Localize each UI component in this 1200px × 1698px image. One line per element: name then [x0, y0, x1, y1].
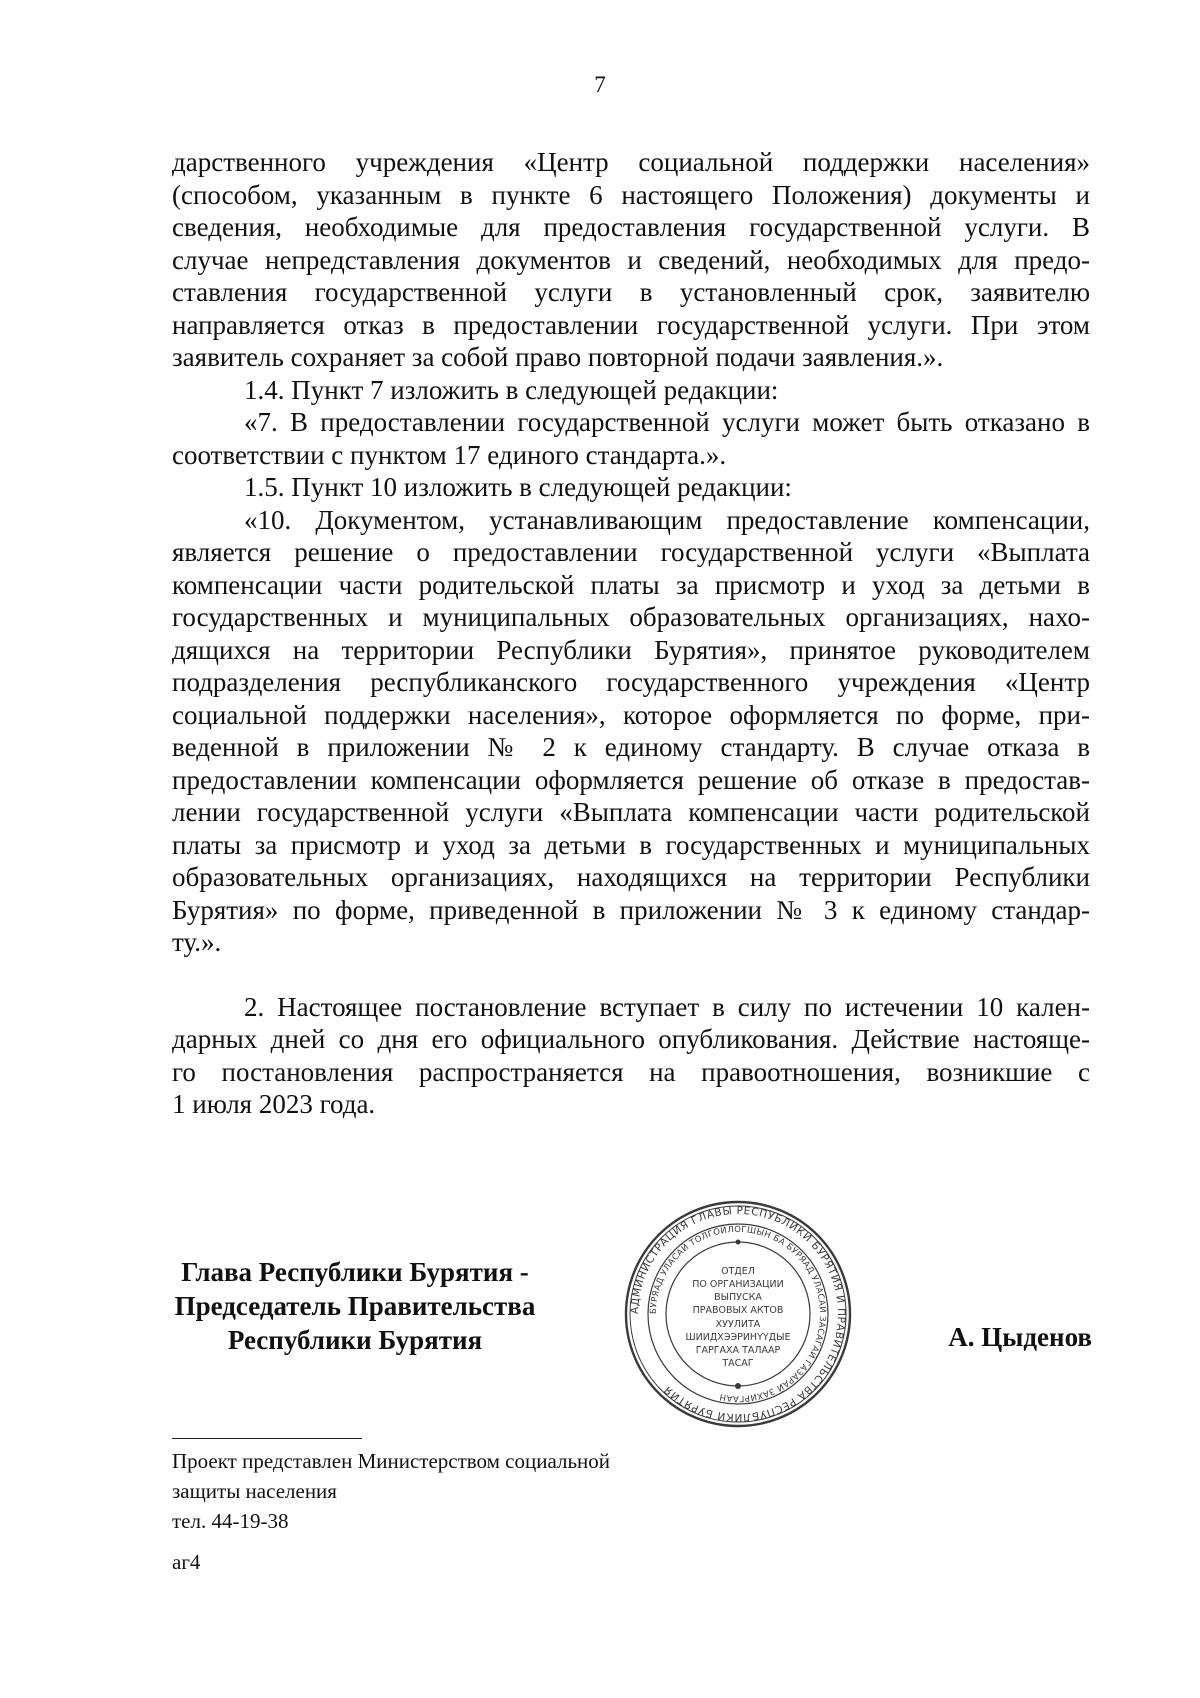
seal-center-line: ТАСАГ	[722, 1358, 754, 1369]
footnote-divider	[172, 1438, 362, 1439]
item-1-4: 1.4. Пункт 7 изложить в следующей редакции:	[244, 374, 779, 405]
text-line: «10. Документом, устанавливающим предоставление компенсации,	[244, 504, 1090, 535]
official-seal-stamp	[622, 1198, 854, 1430]
seal-center-line: ПРАВОВЫХ АКТОВ	[692, 1305, 784, 1316]
text-line: случае непредставления документов и сведений, необходимых для предо-	[172, 244, 1090, 275]
page-number: 7	[594, 72, 606, 97]
text-line: дящихся на территории Республики Бурятия», принятое руководителем	[172, 634, 1090, 665]
text-line: платы за присмотр и уход за детьми в государственных и муниципальных	[172, 829, 1090, 860]
signatory-position	[160, 1255, 550, 1357]
footnote-line: Проект представлен Министерством социальной	[172, 1449, 611, 1473]
text-line: образовательных организациях, находящихся на территории Республики	[172, 862, 1090, 892]
seal-center-line: ХУУЛИТА	[715, 1319, 761, 1330]
footnote	[172, 1446, 732, 1536]
text-line: является решение о предоставлении государственной услуги «Выплата	[172, 537, 1090, 567]
text-line: 1 июля 2023 года.	[172, 1089, 376, 1119]
text-line: лении государственной услуги «Выплата компенсации части родительской	[172, 797, 1090, 827]
seal-outer-text: АДМИНИСТРАЦИЯ ГЛАВЫ РЕСПУБЛИКИ БУРЯТИЯ И ПРАВИТЕЛЬСТВА РЕСПУБЛИКИ БУРЯТИЯ	[628, 1204, 848, 1424]
text-line: го постановления распространяется на правоотношения, возникшие с	[172, 1056, 1090, 1087]
text-line: ставления государственной услуги в установленный срок, заявителю	[172, 277, 1090, 307]
signatory-position-line: Председатель Правительства	[174, 1291, 536, 1321]
text-line: заявитель сохраняет за собой право повторной подачи заявления.».	[172, 342, 944, 372]
item-1-5: 1.5. Пункт 10 изложить в следующей редакции:	[244, 472, 792, 502]
text-line: (способом, указанным в пункте 6 настоящего Положения) документы и	[172, 179, 1090, 210]
text-line: предоставлении компенсации оформляется решение об отказе в предостав-	[172, 764, 1090, 795]
text-line: подразделения республиканского государственного учреждения «Центр	[172, 667, 1090, 697]
text-line: государственных и муниципальных образовательных организациях, нахо-	[172, 602, 1090, 632]
seal-center-line: ПО ОРГАНИЗАЦИИ	[692, 1279, 784, 1290]
text-line: дарных дней со дня его официального опубликования. Действие настояще-	[172, 1024, 1090, 1054]
text-line: 2. Настоящее постановление вступает в силу по истечении 10 кален-	[244, 991, 1090, 1022]
signatory-position-line: Глава Республики Бурятия -	[181, 1257, 529, 1287]
signatory-position-line: Республики Бурятия	[227, 1325, 483, 1355]
seal-center-line: ОТДЕЛ	[721, 1266, 755, 1277]
signatory-name: А. Цыденов	[948, 1322, 1092, 1352]
text-line: Бурятия» по форме, приведенной в приложении № 3 к единому стандар-	[172, 894, 1090, 925]
seal-center-line: ВЫПУСКА	[714, 1292, 762, 1303]
seal-center-line: ШИИДХЭЭРИНҮҮДЫЕ	[685, 1332, 791, 1343]
text-line: компенсации части родительской платы за присмотр и уход за детьми в	[172, 569, 1090, 600]
document-body	[172, 146, 1090, 1121]
footnote-line: защиты населения	[172, 1479, 337, 1503]
text-line: ту.».	[172, 927, 222, 957]
text-line: сведения, необходимые для предоставления государственной услуги. В	[172, 212, 1090, 242]
text-line: «7. В предоставлении государственной услуги может быть отказано в	[244, 407, 1090, 437]
text-line: дарственного учреждения «Центр социальной поддержки населения»	[172, 147, 1090, 177]
text-line: соответствии с пунктом 17 единого стандарта.».	[172, 439, 727, 470]
footnote-line: тел. 44-19-38	[172, 1509, 289, 1533]
seal-center-line: ГАРГАХА ТАЛААР	[695, 1345, 781, 1356]
text-line: социальной поддержки населения», которое оформляется по форме, при-	[172, 699, 1090, 730]
seal-inner-text: БУРЯАД УЛАСАЙ ТОЛГОЙЛОГШЫН БА БУРЯАД УЛАСАЙ ЗАСАГАЙ ГАЗАРАЙ ЗАХИРГААН	[648, 1224, 828, 1404]
text-line: направляется отказ в предоставлении государственной услуги. При этом	[172, 309, 1090, 340]
document-code: аг4	[172, 1550, 201, 1574]
text-line: веденной в приложении № 2 к единому стандарту. В случае отказа в	[172, 732, 1090, 762]
